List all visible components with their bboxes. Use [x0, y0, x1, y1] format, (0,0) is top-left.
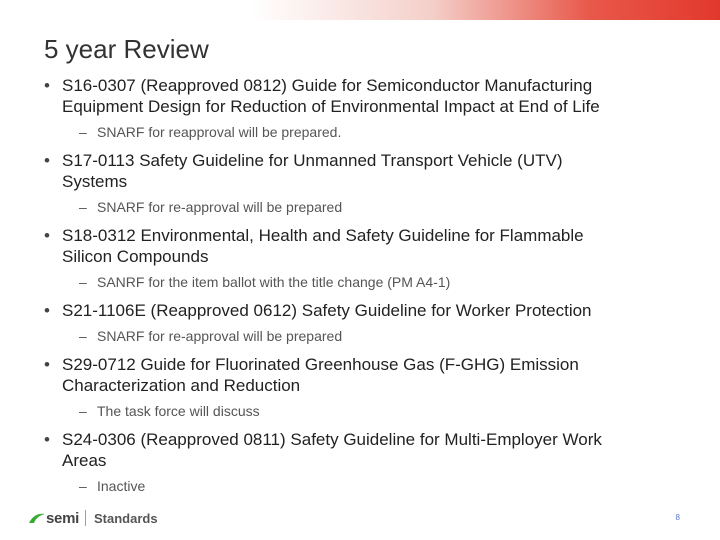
footer-divider	[85, 510, 86, 526]
bullet-text-line: Characterization and Reduction	[62, 376, 301, 395]
dash-marker: –	[79, 274, 87, 290]
header-accent-bar	[0, 0, 720, 20]
sub-bullet-text: The task force will discuss	[97, 403, 260, 419]
sub-bullet-text: SNARF for re-approval will be prepared	[97, 328, 343, 344]
sub-bullet	[44, 402, 694, 420]
dash-marker: –	[79, 403, 87, 419]
page-number: 8	[675, 513, 680, 522]
bullet-text-line: Areas	[62, 451, 107, 470]
slide-title: 5 year Review	[44, 34, 209, 64]
sub-bullet-text: SNARF for re-approval will be prepared	[97, 199, 343, 215]
footer-logo	[28, 508, 158, 528]
bullet-text-line: Equipment Design for Reduction of Environmental Impact at End of Life	[62, 97, 600, 116]
dash-marker: –	[79, 199, 87, 215]
sub-bullet-text: SNARF for reapproval will be prepared.	[97, 124, 342, 140]
footer-section-label: Standards	[94, 510, 158, 526]
sub-bullet	[44, 273, 694, 291]
list-item	[44, 429, 694, 471]
sub-bullet	[44, 123, 694, 141]
bullet-text-line: • S18-0312 Environmental, Health and Safety Guideline for Flammable	[62, 226, 584, 245]
bullet-list	[44, 75, 694, 504]
sub-bullet	[44, 327, 694, 345]
list-item	[44, 150, 694, 192]
bullet-text-line: • S29-0712 Guide for Fluorinated Greenhouse Gas (F-GHG) Emission	[62, 355, 579, 374]
dash-marker: –	[79, 478, 87, 494]
sub-bullet	[44, 477, 694, 495]
bullet-text-line: • S21-1106E (Reapproved 0612) Safety Guideline for Worker Protection	[62, 301, 592, 320]
list-item	[44, 300, 694, 321]
list-item	[44, 75, 694, 117]
brand-wordmark: semi	[46, 509, 79, 527]
sub-bullet	[44, 198, 694, 216]
dash-marker: –	[79, 124, 87, 140]
bullet-text-line: • S17-0113 Safety Guideline for Unmanned Transport Vehicle (UTV)	[62, 151, 563, 170]
sub-bullet-text: Inactive	[97, 478, 146, 494]
bullet-text-line: Systems	[62, 172, 128, 191]
sub-bullet-text: SANRF for the item ballot with the title change (PM A4-1)	[97, 274, 451, 290]
list-item	[44, 354, 694, 396]
dash-marker: –	[79, 328, 87, 344]
bullet-text-line: Silicon Compounds	[62, 247, 209, 266]
semi-swoosh-icon	[28, 511, 46, 525]
bullet-text-line: • S24-0306 (Reapproved 0811) Safety Guideline for Multi-Employer Work	[62, 430, 602, 449]
bullet-text-line: • S16-0307 (Reapproved 0812) Guide for Semiconductor Manufacturing	[62, 76, 593, 95]
list-item	[44, 225, 694, 267]
